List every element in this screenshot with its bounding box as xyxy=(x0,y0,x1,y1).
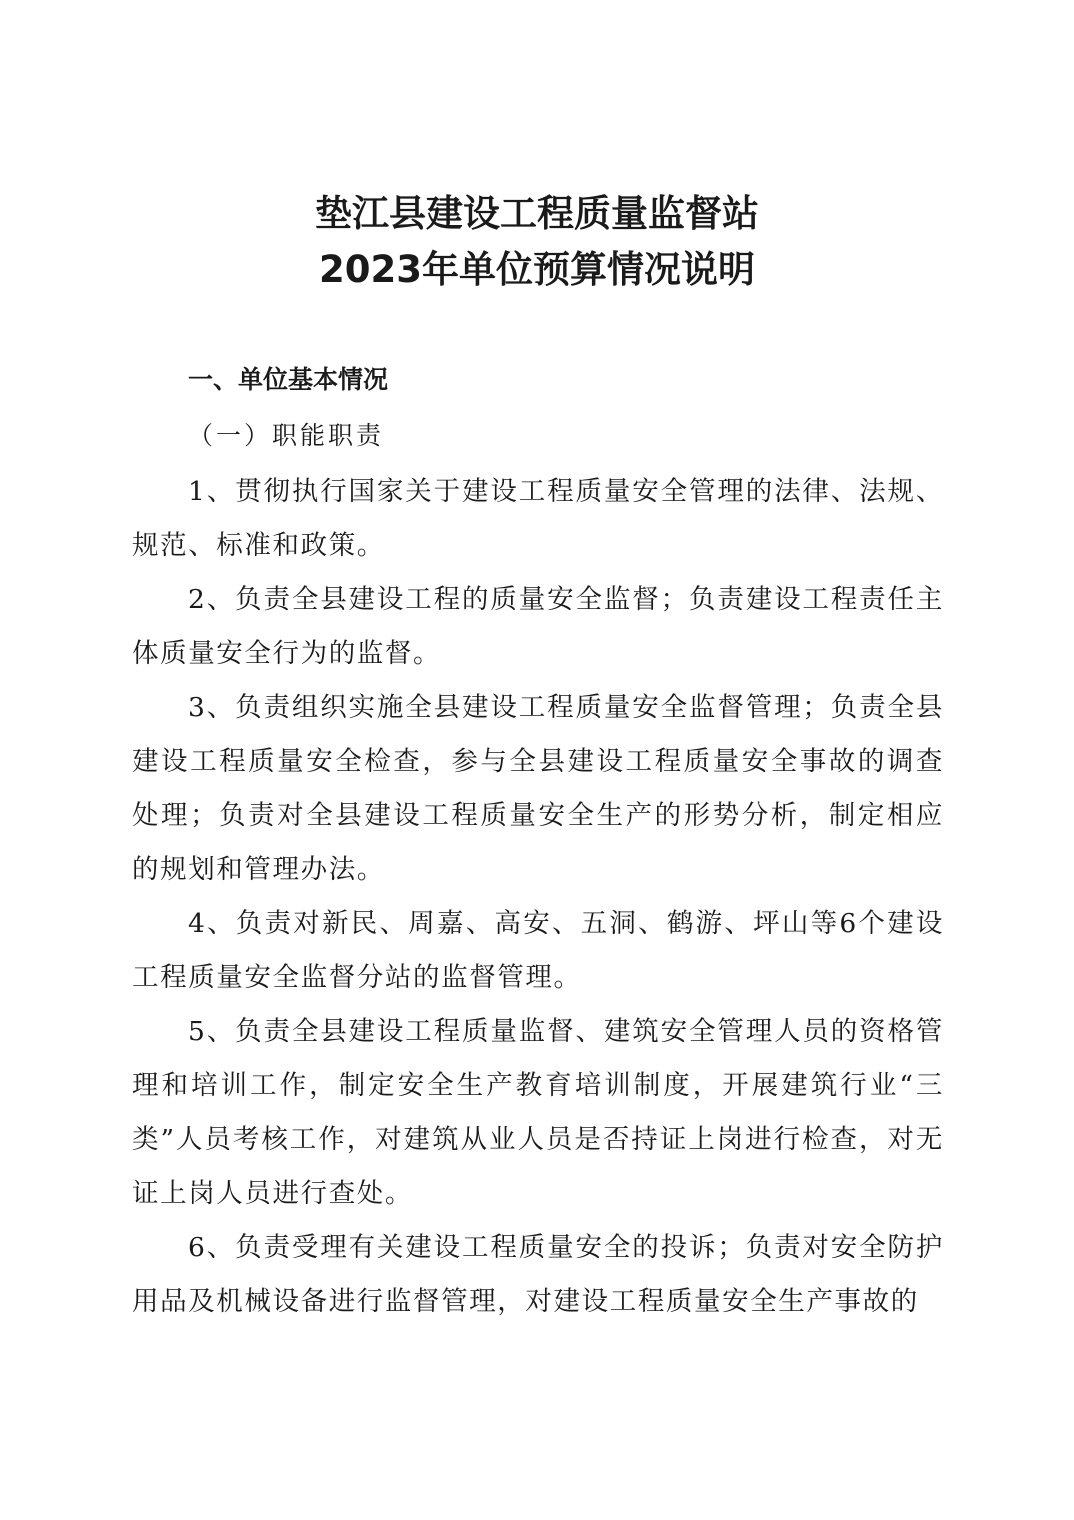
document-title-line-2: 2023年单位预算情况说明 xyxy=(319,248,755,291)
document-title-line-1: 垫江县建设工程质量监督站 xyxy=(315,192,759,235)
section-heading-basic-info: 一、单位基本情况 xyxy=(188,365,389,394)
duty-paragraph-1: 1、贯彻执行国家关于建设工程质量安全管理的法律、法规、规范、标准和政策。 xyxy=(132,476,944,561)
duties-list xyxy=(132,465,944,1329)
subsection-heading-duties: （一）职能职责 xyxy=(188,421,385,450)
duty-paragraph-4: 4、负责对新民、周嘉、高安、五洞、鹤游、坪山等6个建设工程质量安全监督分站的监督管理。 xyxy=(132,908,944,993)
duty-paragraph-2: 2、负责全县建设工程的质量安全监督；负责建设工程责任主体质量安全行为的监督。 xyxy=(132,584,944,669)
duty-paragraph-6: 6、负责受理有关建设工程质量安全的投诉；负责对安全防护用品及机械设备进行监督管理，对建设工程质量安全生产事故的 xyxy=(132,1232,944,1317)
duty-paragraph-3: 3、负责组织实施全县建设工程质量安全监督管理；负责全县建设工程质量安全检查，参与全县建设工程质量安全事故的调查处理；负责对全县建设工程质量安全生产的形势分析，制定相应的规划和管理办法。 xyxy=(132,692,944,885)
duty-paragraph-5: 5、负责全县建设工程质量监督、建筑安全管理人员的资格管理和培训工作，制定安全生产教育培训制度，开展建筑行业“三类”人员考核工作，对建筑从业人员是否持证上岗进行检查，对无证上岗人员进行查处。 xyxy=(132,1016,944,1209)
